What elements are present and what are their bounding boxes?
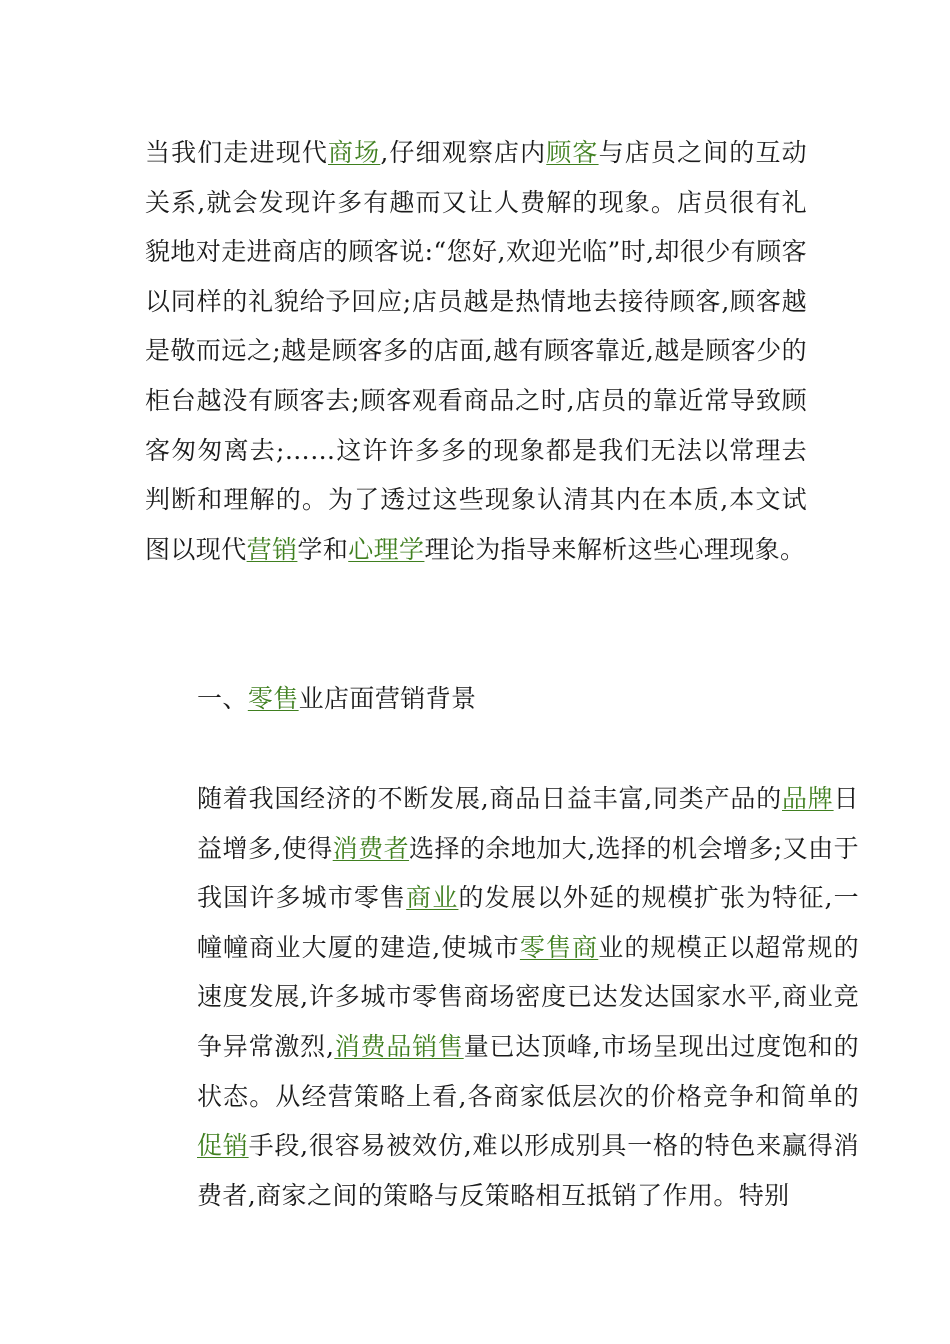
link-xinlixue[interactable]: 心理学 xyxy=(348,534,425,564)
text-run: 日益增多,使得 xyxy=(197,784,859,863)
link-pinpai[interactable]: 品牌 xyxy=(782,784,834,813)
link-xiaofeizhe[interactable]: 消费者 xyxy=(332,833,410,863)
link-lingshoushang[interactable]: 零售商 xyxy=(519,932,599,962)
link-xiaofeipin-xiaoshou[interactable]: 消费品销售 xyxy=(334,1031,464,1061)
text-run: ,仔细观察店内 xyxy=(380,138,547,167)
intro-paragraph xyxy=(145,128,807,574)
text-run: 选择的余地加大,选择的机会增多;又由于我国许多城市零售 xyxy=(197,833,859,913)
link-cuxiao[interactable]: 促销 xyxy=(197,1131,249,1161)
heading-text: 业店面营销背景 xyxy=(298,684,477,713)
text-run: 业的规模正以超常规的速度发展,许多城市零售商场密度已达发达国家水平,商业竞争异常激烈, xyxy=(197,932,859,1061)
text-run: 量已达顶峰,市场呈现出过度饱和的状态。从经营策略上看,各商家低层次的价格竞争和简单的 xyxy=(197,1031,859,1111)
link-shangchang[interactable]: 商场 xyxy=(328,138,381,167)
text-run: 手段,很容易被效仿,难以形成别具一格的特色来赢得消费者,商家之间的策略与反策略相互抵销了作用。特别 xyxy=(197,1131,859,1210)
text-run: 与店员之间的互动关系,就会发现许多有趣而又让人费解的现象。店员很有礼貌地对走进商店的顾客说:“您好,欢迎光临”时,却很少有顾客以同样的礼貌给予回应;店员越是热情地去接待顾客,顾客越是敬而远之;越是顾客多的店面,越有顾客靠近,越是顾客少的柜台越没有顾客去;顾客观看商品之时,店员的靠近常导致顾客匆匆离去;……这许许多多的现象都是我们无法以常理去判断和理解的。为了透过这些现象认清其内在本质,本文试图以现代 xyxy=(145,138,807,564)
heading-number: 一、 xyxy=(197,684,248,713)
text-run: 当我们走进现代 xyxy=(145,138,329,167)
section-heading xyxy=(145,674,859,724)
text-run: 随着我国经济的不断发展,商品日益丰富,同类产品的 xyxy=(197,784,782,813)
text-run: 理论为指导来解析这些心理现象。 xyxy=(424,534,806,564)
body-paragraph xyxy=(145,774,859,1220)
link-shangye[interactable]: 商业 xyxy=(406,883,459,913)
link-guke[interactable]: 顾客 xyxy=(546,138,599,167)
link-yingxiao[interactable]: 营销 xyxy=(246,534,298,564)
text-run: 的发展以外延的规模扩张为特征,一幢幢商业大厦的建造,使城市 xyxy=(197,883,859,962)
text-run: 学和 xyxy=(297,534,349,564)
link-lingshou[interactable]: 零售 xyxy=(247,684,299,713)
